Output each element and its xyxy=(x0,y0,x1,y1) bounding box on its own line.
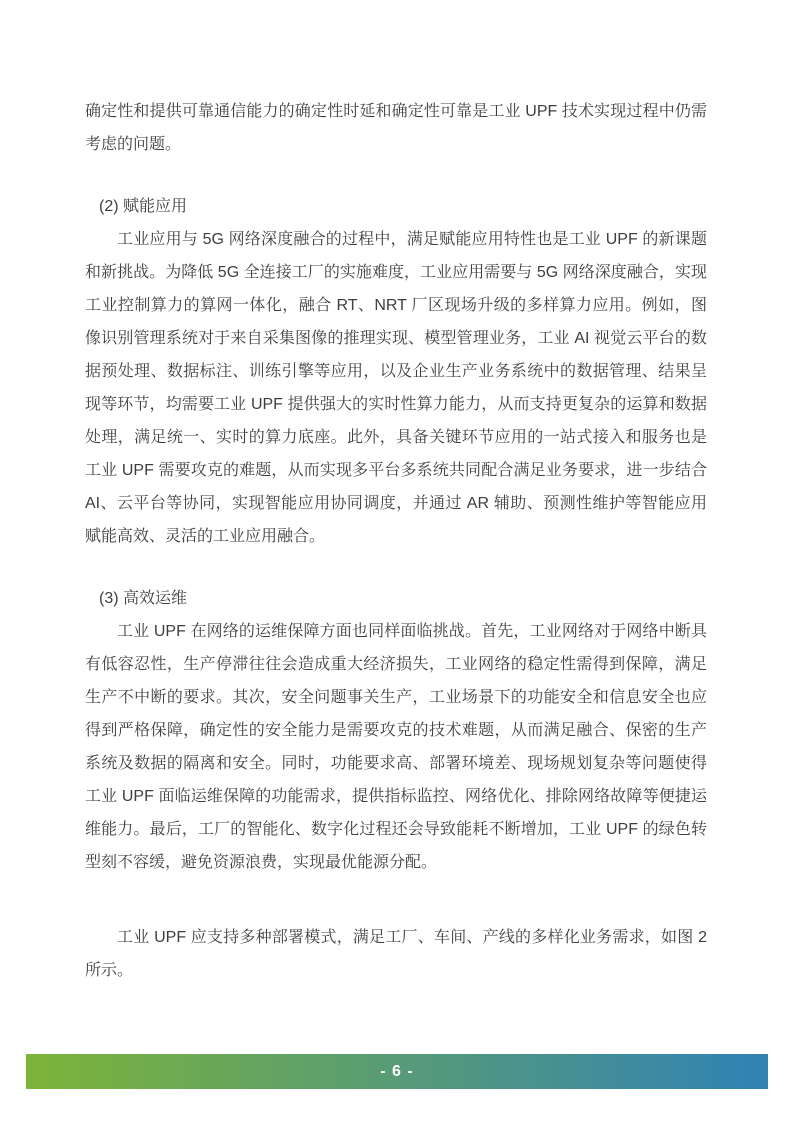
page-body xyxy=(85,95,707,987)
paragraph-empowering-apps: 工业应用与 5G 网络深度融合的过程中，满足赋能应用特性也是工业 UPF 的新课题和新挑战。为降低 5G 全连接工厂的实施难度，工业应用需要与 5G 网络深度融合，实现工业控制算力的算网一体化，融合 RT、NRT 厂区现场升级的多样算力应用。例如，图像识别管理系统对于来自采集图像的推理实现、模型管理业务，工业 AI 视觉云平台的数据预处理、数据标注、训练引擎等应用，以及企业生产业务系统中的数据管理、结果呈现等环节，均需要工业 UPF 提供强大的实时性算力能力，从而支持更复杂的运算和数据处理，满足统一、实时的算力底座。此外，具备关键环节应用的一站式接入和服务也是工业 UPF 需要攻克的难题，从而实现多平台多系统共同配合满足业务要求，进一步结合 AI、云平台等协同，实现智能应用协同调度，并通过 AR 辅助、预测性维护等智能应用赋能高效、灵活的工业应用融合。 xyxy=(85,231,707,545)
section-heading-empowering-apps: (2) 赋能应用 xyxy=(99,198,188,215)
page-number: - 6 - xyxy=(380,1063,414,1080)
paragraph-deployment-modes: 工业 UPF 应支持多种部署模式，满足工厂、车间、产线的多样化业务需求，如图 2 所示。 xyxy=(85,929,707,979)
footer-bar xyxy=(26,1054,768,1089)
paragraph-intro-continued: 确定性和提供可靠通信能力的确定性时延和确定性可靠是工业 UPF 技术实现过程中仍需考虑的问题。 xyxy=(85,103,707,153)
section-heading-efficient-om: (3) 高效运维 xyxy=(99,590,188,607)
paragraph-efficient-om: 工业 UPF 在网络的运维保障方面也同样面临挑战。首先，工业网络对于网络中断具有低容忍性，生产停滞往往会造成重大经济损失，工业网络的稳定性需得到保障，满足生产不中断的要求。其次，安全问题事关生产，工业场景下的功能安全和信息安全也应得到严格保障，确定性的安全能力是需要攻克的技术难题，从而满足融合、保密的生产系统及数据的隔离和安全。同时，功能要求高、部署环境差、现场规划复杂等问题使得工业 UPF 面临运维保障的功能需求，提供指标监控、网络优化、排除网络故障等便捷运维能力。最后，工厂的智能化、数字化过程还会导致能耗不断增加，工业 UPF 的绿色转型刻不容缓，避免资源浪费，实现最优能源分配。 xyxy=(85,623,707,871)
